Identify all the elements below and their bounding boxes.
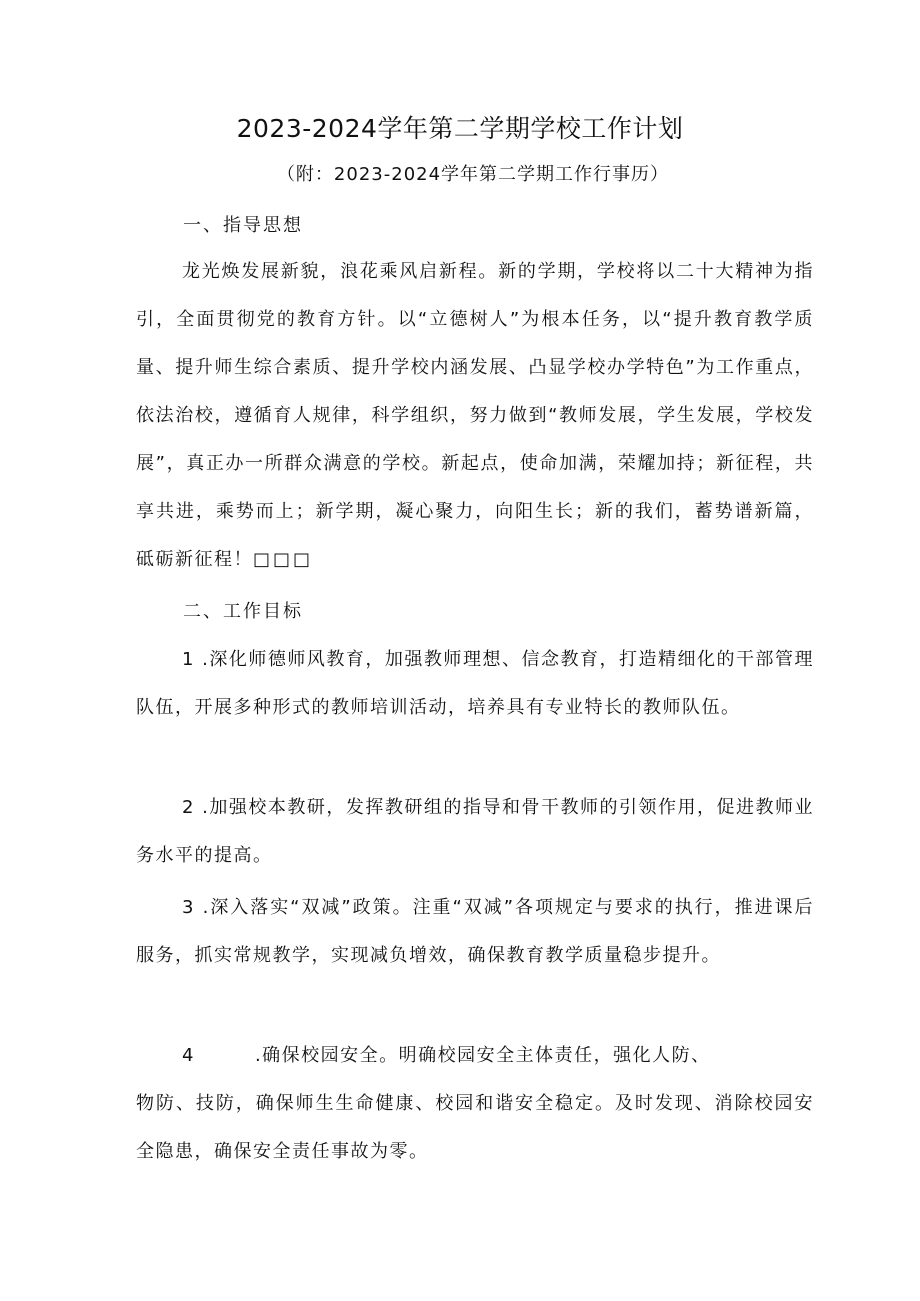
paragraph-text: 龙光焕发展新貌，浪花乘风启新程。新的学期，学校将以二十大精神为指引，全面贯彻党的教育方针。以“立德树人”为根本任务，以“提升教育教学质量、提升师生综合素质、提升学校内涵发展、凸显学校办学特色”为工作重点，依法治校，遵循育人规律，科学组织，努力做到“教师发展，学生发展，学校发展”，真正办一所群众满意的学校。新起点，使命加满，荣耀加持；新征程，共享共进，乘势而上；新学期，凝心聚力，向阳生长；新的我们，蓄势谱新篇，砥砺新征程！	[136, 261, 814, 570]
goal-item-2: 2 .加强校本教研，发挥教研组的指导和骨干教师的引领作用，促进教师业务水平的提高。	[136, 797, 814, 866]
goal-item-3: 3 .深入落实“双减”政策。注重“双减”各项规定与要求的执行，推进课后服务，抓实常规教学，实现减负增效，确保教育教学质量稳步提升。	[136, 897, 814, 966]
goal-item-4-first-line	[136, 1032, 814, 1080]
section-heading-work-goals: 二、工作目标	[183, 601, 303, 622]
guiding-ideology-paragraph	[136, 248, 814, 584]
document-subtitle: （附：2023-2024学年第二学期工作行事历）	[276, 164, 670, 185]
goal-item-4	[136, 1032, 814, 1176]
placeholder-boxes: □□□	[253, 549, 314, 570]
goal-item-4-rest: 物防、技防，确保师生生命健康、校园和谐安全稳定。及时发现、消除校园安全隐患，确保安全责任事故为零。	[136, 1093, 814, 1162]
goal-item-4-lead: .确保校园安全。明确校园安全主体责任，强化人防、	[254, 1045, 711, 1066]
goal-item-1: 1 .深化师德师风教育，加强教师理想、信念教育，打造精细化的干部管理队伍，开展多种形式的教师培训活动，培养具有专业特长的教师队伍。	[136, 649, 814, 718]
section-heading-guiding-ideology: 一、指导思想	[183, 215, 303, 236]
document-title: 2023-2024学年第二学期学校工作计划	[236, 114, 684, 143]
goal-item-4-number: 4	[182, 1045, 195, 1066]
